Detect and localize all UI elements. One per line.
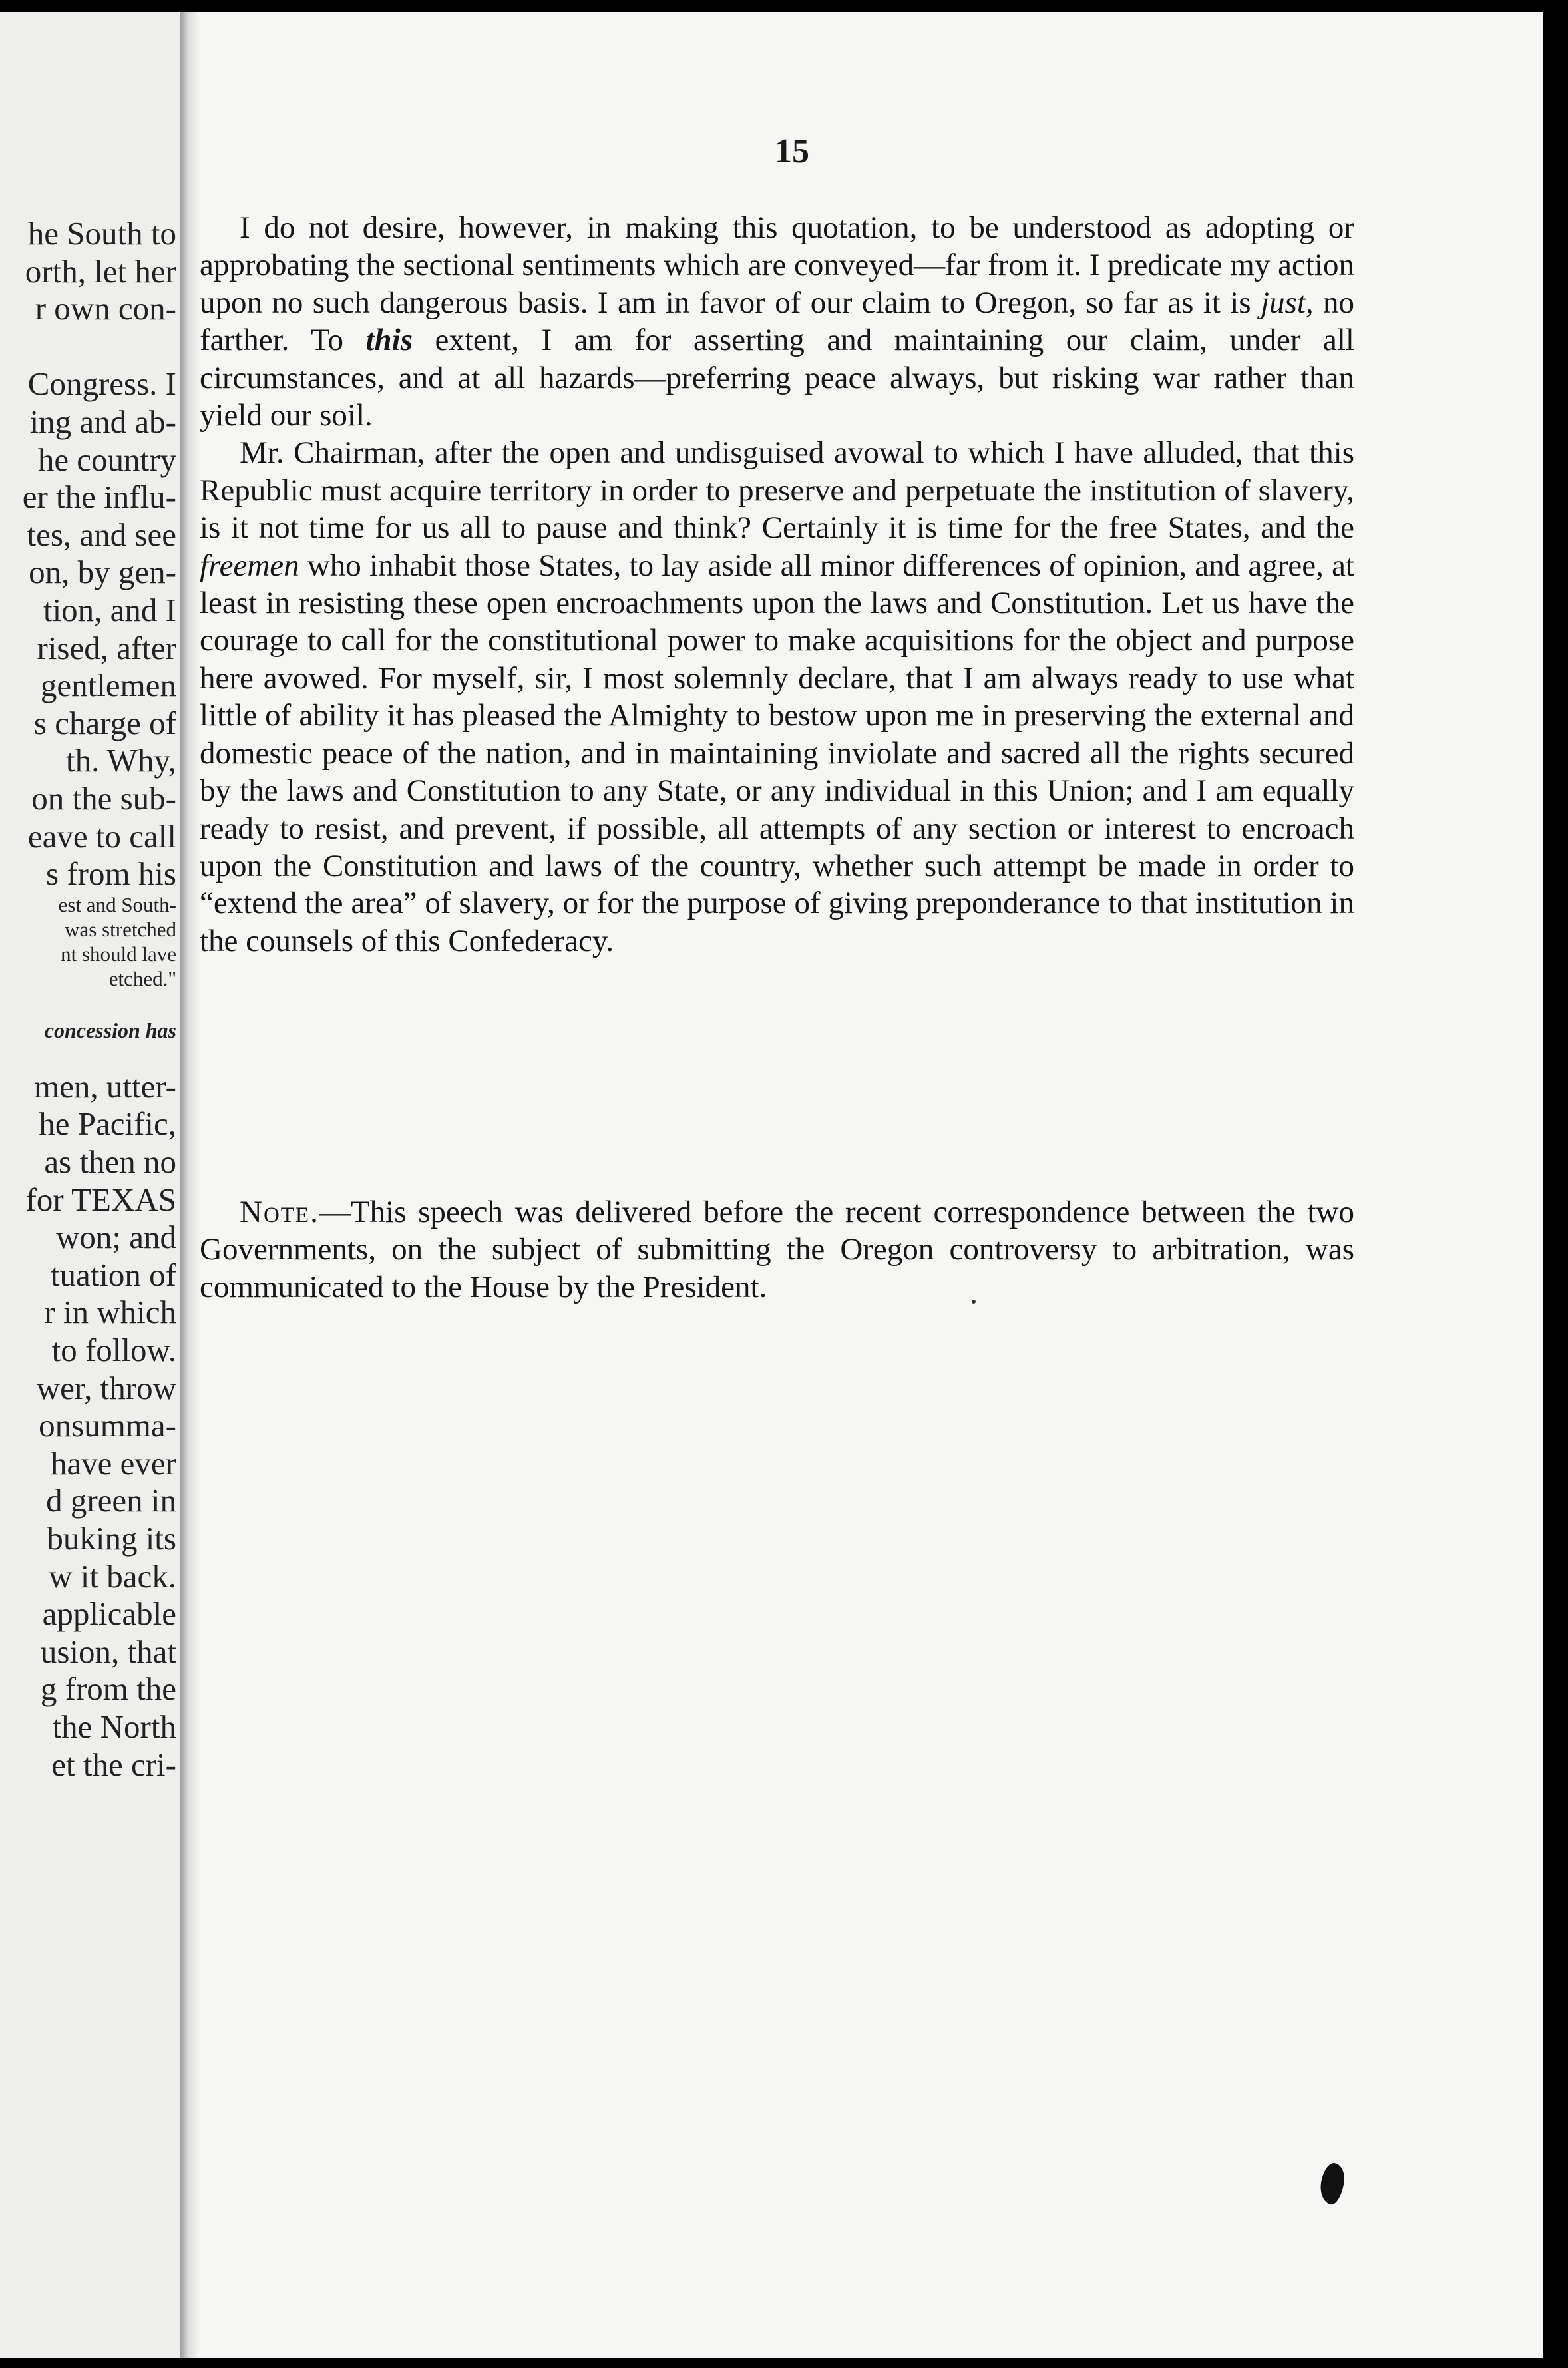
- facing-page-line: w it back.: [49, 1557, 176, 1595]
- ink-blot: [1318, 2162, 1347, 2206]
- facing-page-line: to follow.: [51, 1332, 176, 1368]
- page-number: 15: [775, 132, 809, 170]
- facing-page-line: men, utter-: [34, 1068, 176, 1105]
- note-text: —This speech was delivered before the recent correspondence between the two Governments, on the subject of submitting the Oregon controversy to arbitration, was communicated to the House by the President.: [200, 1195, 1354, 1304]
- facing-page-line: d green in: [46, 1482, 176, 1519]
- facing-page-line: the North: [52, 1708, 176, 1745]
- facing-page-line: concession has: [44, 1018, 176, 1042]
- emphasis-this: this: [365, 323, 413, 358]
- body-text: [200, 209, 1354, 960]
- facing-page-line: rised, after: [37, 629, 176, 666]
- facing-page-line: tion, and I: [43, 592, 176, 628]
- facing-page-line: eave to call: [27, 817, 176, 855]
- facing-page-line: onsumma-: [39, 1407, 176, 1444]
- facing-page-line: he South to: [27, 215, 176, 252]
- note-label: Note.: [240, 1195, 319, 1229]
- facing-page-line: on, by gen-: [29, 554, 176, 591]
- facing-page-line: applicable: [42, 1595, 176, 1633]
- facing-page-line: s from his: [46, 855, 176, 892]
- facing-page-line: r in which: [44, 1294, 176, 1331]
- facing-page-line: th. Why,: [65, 742, 176, 779]
- footnote: [200, 1193, 1354, 1306]
- emphasis-just: just,: [1260, 285, 1314, 320]
- facing-page-line: he Pacific,: [39, 1105, 176, 1143]
- paragraph-chairman: Mr. Chairman, after the open and undisguised avowal to which I have alluded, that this Republic must acquire territory in order to preserve and perpetuate the institution of slavery, is it not time for us all to pause and think? Certainly it is time for the free States, and the freemen who inhabit those States, to lay aside all minor differences of opinion, and agree, at least in resisting these open encroachments upon the laws and Constitution. Let us have the courage to call for the constitutional power to make acquisitions for the object and purpose here avowed. For myself, sir, I most solemnly declare, that I am always ready to use what little of ability it has pleased the Almighty to bestow upon me in preserving the external and domestic peace of the nation, and in maintaining inviolate and sacred all the rights secured by the laws and Constitution to any State, or any individual in this Union; and I am equally ready to resist, and prevent, if possible, all attempts of any section or interest to encroach upon the Constitution and laws of the country, whether such attempt be made in order to “extend the area” of slavery, or for the purpose of giving preponderance to that institution in the counsels of this Confederacy.: [200, 435, 1354, 958]
- facing-page-line: have ever: [50, 1444, 176, 1481]
- facing-page-line: orth, let her: [25, 252, 176, 290]
- facing-page-fragment: [0, 12, 191, 2358]
- facing-page-line: buking its: [47, 1520, 176, 1557]
- facing-page-line: for TEXAS: [25, 1181, 176, 1218]
- facing-page-line: wer, throw: [36, 1369, 176, 1406]
- paragraph-quotation-disclaimer: I do not desire, however, in making this quotation, to be understood as adopting or approbating the sectional sentiments which are conveyed—far from it. I predicate my action upon no such dangerous basis. I am in favor of our claim to Oregon, so far as it is just, no farther. To this extent, I am for asserting and maintaining our claim, under all circumstances, and at all hazards—preferring peace always, but risking war rather than yield our soil.: [200, 210, 1355, 433]
- facing-page-line: nt should lave: [61, 942, 176, 966]
- facing-page-line: et the cri-: [51, 1746, 176, 1783]
- facing-page-line: tes, and see: [27, 516, 176, 553]
- emphasis-freemen: freemen: [200, 548, 299, 583]
- facing-page-line: ing and ab-: [29, 403, 176, 440]
- facing-page-line: he country: [37, 441, 176, 478]
- facing-page-line: etched.": [108, 966, 176, 990]
- facing-page-line: was stretched: [65, 917, 176, 941]
- facing-page-line: Congress. I: [27, 365, 176, 403]
- facing-page-line: est and South-: [58, 892, 176, 916]
- facing-page-line: s charge of: [33, 704, 176, 741]
- facing-page-line: r own con-: [35, 290, 176, 327]
- facing-page-line: tuation of: [50, 1256, 176, 1293]
- facing-page-line: usion, that: [40, 1633, 176, 1670]
- facing-page-line: g from the: [40, 1671, 176, 1708]
- scanned-page: [0, 12, 1543, 2358]
- book-gutter: [180, 12, 200, 2358]
- facing-page-line: won; and: [56, 1219, 176, 1256]
- facing-page-line: gentlemen: [40, 667, 176, 704]
- facing-page-line: er the influ-: [22, 479, 176, 516]
- ink-speck: [972, 1300, 976, 1304]
- facing-page-line: as then no: [44, 1143, 176, 1180]
- facing-page-line: on the sub-: [31, 780, 176, 817]
